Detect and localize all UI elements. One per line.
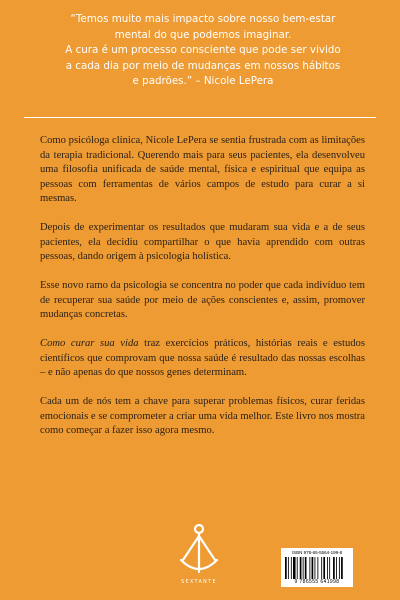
quote-line: a cada dia por meio de mudanças em nossos hábitos xyxy=(65,59,341,72)
pull-quote xyxy=(44,12,362,90)
barcode xyxy=(281,548,353,587)
paragraph-5: Cada um de nós tem a chave para superar problemas físicos, curar feridas emocionais e se comprometer a criar uma vida melhor. Este livro nos mostra como começar a fazer isso agora mesmo. xyxy=(40,396,365,436)
quote-line: e padrões.” – Nicole LePera xyxy=(132,75,274,88)
paragraph-3: Esse novo ramo da psicologia se concentra no poder que cada indivíduo tem de recuperar sua saúde por meio de ações conscientes e, assim, promover mudanças concretas. xyxy=(40,280,365,320)
quote-line: “Temos muito mais impacto sobre nosso bem-estar xyxy=(70,13,336,25)
barcode-bars-icon xyxy=(285,557,349,579)
quote-line: mental do que podemos imaginar. xyxy=(114,28,292,41)
ean-digits: 9 786555 641998 xyxy=(294,579,340,585)
quote-line: A cura é um processo consciente que pode ser vivido xyxy=(65,44,341,57)
paragraph-4 xyxy=(40,337,365,381)
synopsis-text xyxy=(40,134,365,453)
paragraph-4-text: traz exercícios práticos, histórias reais e estudos científicos que comprovam que nossa saúde é resultado das nossas escolhas – e não apenas do que nossos genes determinam. xyxy=(40,338,365,378)
isbn-label: ISBN 978-65-5564-199-8 xyxy=(291,550,343,555)
paragraph-2: Depois de experimentar os resultados que mudaram sua vida e a de seus pacientes, ela decidiu compartilhar o que havia aprendido com outras pessoas, dando origem à psicologia holística. xyxy=(40,222,365,262)
book-title: Como curar sua vida xyxy=(40,338,139,349)
paragraph-1: Como psicóloga clínica, Nicole LePera se sentia frustrada com as limitações da terapia tradicional. Querendo mais para seus pacientes, ela desenvolveu uma filosofia unificada de saúde mental, física e espiritual que equipa as pessoas com ferramentas de vários campos de estudo para curar a si mesmas. xyxy=(40,135,365,204)
publisher-name: SEXTANTE xyxy=(181,580,217,585)
divider-line xyxy=(24,117,376,118)
